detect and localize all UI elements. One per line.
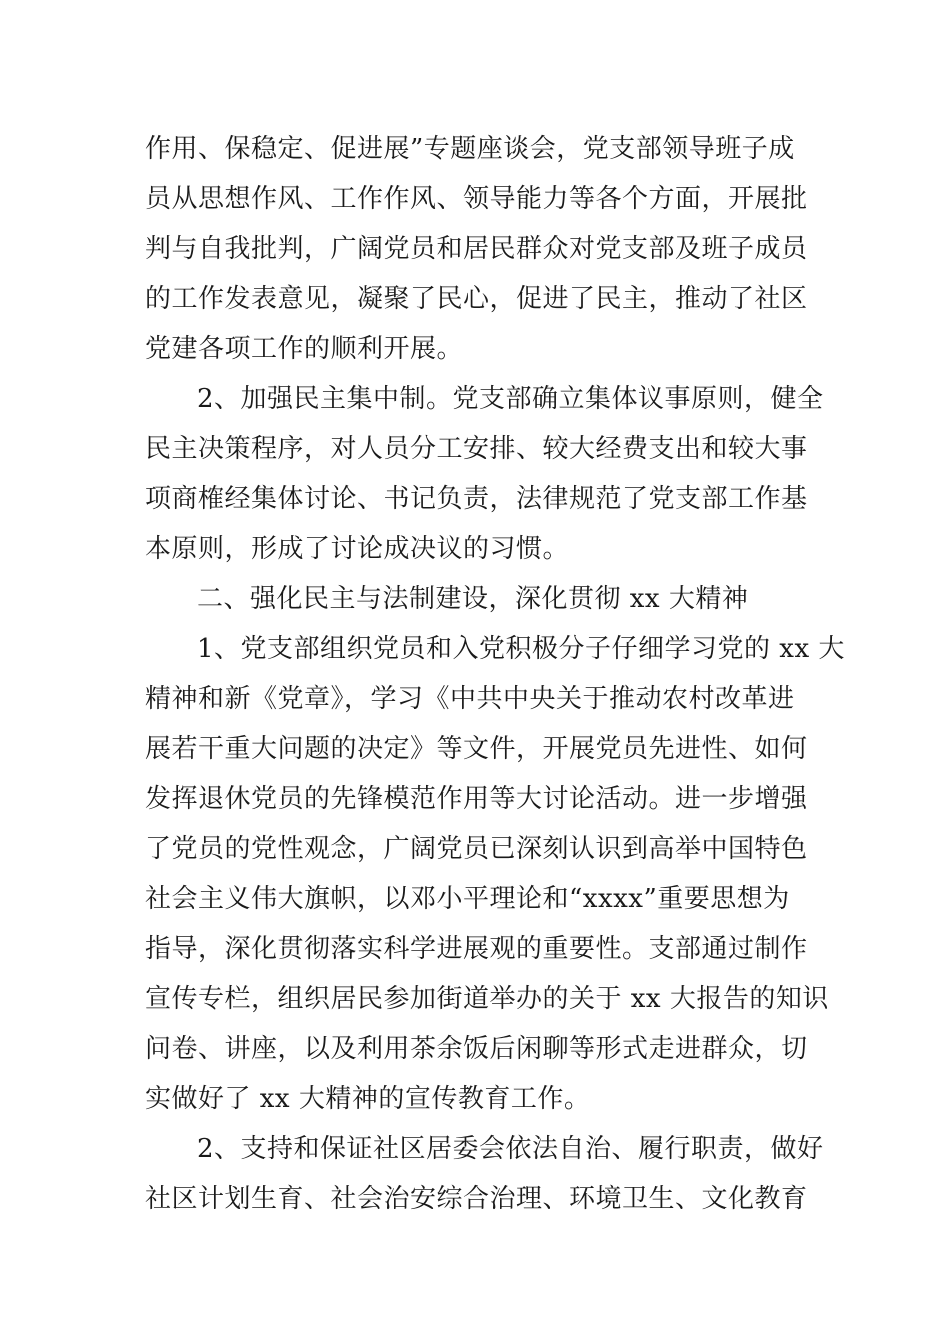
- paragraph-line: 了党员的党性观念，广阔党员已深刻认识到高举中国特色: [145, 834, 808, 864]
- paragraph-line: 精神和新《党章》，学习《中共中央关于推动农村改革进: [145, 684, 795, 714]
- paragraph-line: 展若干重大问题的决定》等文件，开展党员先进性、如何: [145, 734, 808, 764]
- paragraph-line: 问卷、讲座，以及利用茶余饭后闲聊等形式走进群众，切: [145, 1034, 808, 1064]
- paragraph-line: 社区计划生育、社会治安综合治理、环境卫生、文化教育: [145, 1184, 808, 1214]
- paragraph-line: 的工作发表意见，凝聚了民心，促进了民主，推动了社区: [145, 284, 808, 314]
- paragraph-line: 宣传专栏，组织居民参加街道举办的关于 xx 大报告的知识: [145, 984, 829, 1014]
- paragraph-line: 作用、保稳定、促进展”专题座谈会，党支部领导班子成: [145, 134, 795, 164]
- paragraph-line: 党建各项工作的顺利开展。: [145, 334, 464, 364]
- section-heading: 二、强化民主与法制建设，深化贯彻 xx 大精神: [197, 584, 749, 614]
- paragraph-line: 指导，深化贯彻落实科学进展观的重要性。支部通过制作: [145, 934, 808, 964]
- paragraph-line: 实做好了 xx 大精神的宣传教育工作。: [145, 1084, 591, 1114]
- paragraph-line: 1、党支部组织党员和入党积极分子仔细学习党的 xx 大: [197, 634, 845, 664]
- paragraph-line: 民主决策程序，对人员分工安排、较大经费支出和较大事: [145, 434, 808, 464]
- paragraph-line: 社会主义伟大旗帜，以邓小平理论和“xxxx”重要思想为: [145, 884, 790, 914]
- paragraph-line: 本原则，形成了讨论成决议的习惯。: [145, 534, 570, 564]
- paragraph-line: 发挥退休党员的先锋模范作用等大讨论活动。进一步增强: [145, 784, 808, 814]
- paragraph-line: 2、加强民主集中制。党支部确立集体议事原则，健全: [197, 384, 824, 414]
- paragraph-line: 2、支持和保证社区居委会依法自治、履行职责，做好: [197, 1134, 824, 1164]
- paragraph-line: 判与自我批判，广阔党员和居民群众对党支部及班子成员: [145, 234, 808, 264]
- paragraph-line: 员从思想作风、工作作风、领导能力等各个方面，开展批: [145, 184, 808, 214]
- paragraph-line: 项商榷经集体讨论、书记负责，法律规范了党支部工作基: [145, 484, 808, 514]
